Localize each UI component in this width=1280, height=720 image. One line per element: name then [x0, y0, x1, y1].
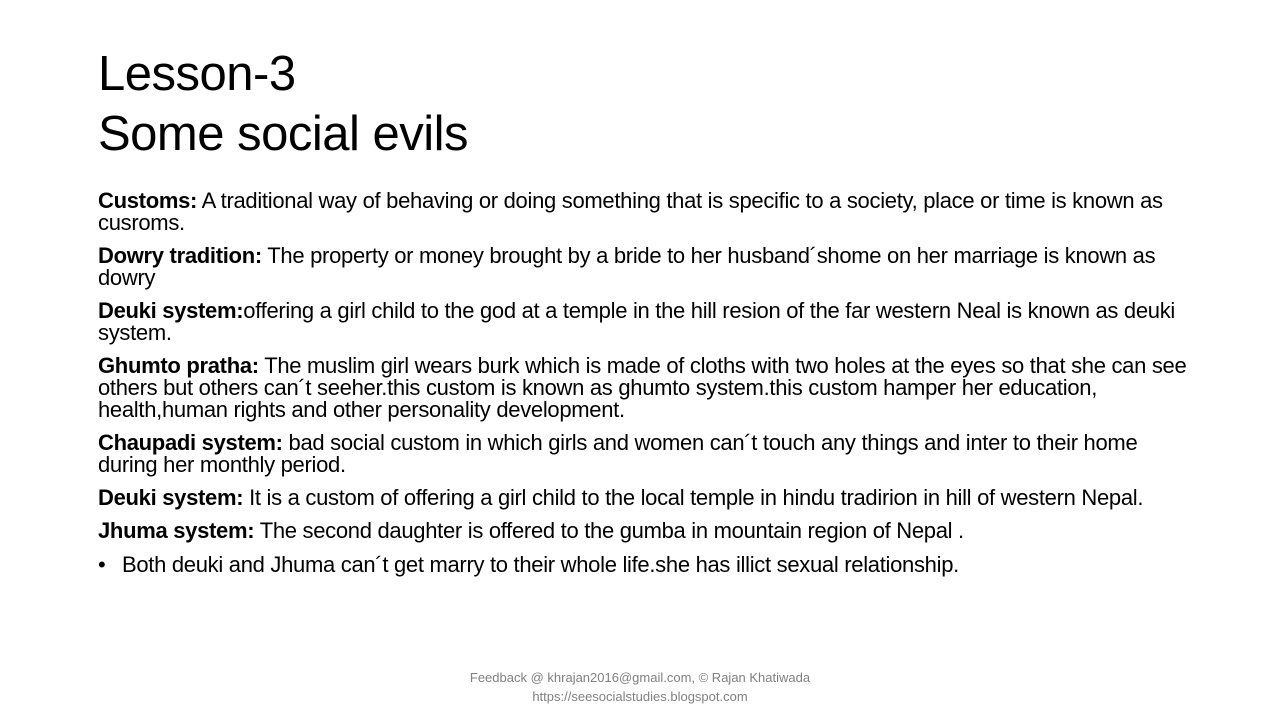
title-line-1: Lesson-3 [98, 47, 296, 101]
bullet-item [98, 553, 1198, 577]
footer-url: https://seesocialstudies.blogspot.com [532, 689, 748, 704]
paragraph-dowry [98, 245, 1198, 289]
definition-ghumto: The muslim girl wears burk which is made of cloths with two holes at the eyes so that she can see others but others can´t seeher.this custom is known as ghumto system.this custom hamper her education, health,human rights and other personality development. [98, 353, 1187, 422]
term-chaupadi: Chaupadi system: [98, 430, 283, 455]
definition-dowry: The property or money brought by a bride to her husband´shome on her marriage is known as dowry [98, 243, 1156, 290]
paragraph-jhuma [98, 520, 1198, 542]
paragraph-deuki-2 [98, 487, 1198, 509]
paragraph-chaupadi [98, 432, 1198, 476]
paragraph-deuki-1 [98, 300, 1198, 344]
term-customs: Customs: [98, 188, 198, 213]
term-jhuma: Jhuma system: [98, 518, 255, 543]
bullet-text: Both deuki and Jhuma can´t get marry to their whole life.she has illict sexual relationship. [122, 552, 959, 577]
definition-chaupadi: bad social custom in which girls and women can´t touch any things and inter to their home during her monthly period. [98, 430, 1138, 477]
term-deuki-2: Deuki system: [98, 485, 244, 510]
definition-deuki-2: It is a custom of offering a girl child to the local temple in hindu tradirion in hill of western Nepal. [243, 485, 1144, 510]
term-deuki-1: Deuki system: [98, 298, 244, 323]
term-ghumto: Ghumto pratha: [98, 353, 259, 378]
footer-feedback: Feedback @ khrajan2016@gmail.com, © Rajan Khatiwada [469, 670, 811, 685]
paragraph-customs [98, 190, 1198, 234]
title-line-2: Some social evils [98, 107, 469, 161]
paragraph-ghumto [98, 355, 1198, 421]
slide-footer [0, 668, 1280, 706]
bullet-dot-icon: • [98, 552, 106, 577]
definition-customs: A traditional way of behaving or doing something that is specific to a society, place or time is known as cusroms. [98, 188, 1163, 235]
definition-deuki-1: offering a girl child to the god at a temple in the hill resion of the far western Neal is known as deuki system. [98, 298, 1176, 345]
slide-content [98, 190, 1198, 577]
definition-jhuma: The second daughter is offered to the gumba in mountain region of Nepal . [254, 518, 964, 543]
term-dowry: Dowry tradition: [98, 243, 262, 268]
slide-title [98, 44, 1198, 164]
